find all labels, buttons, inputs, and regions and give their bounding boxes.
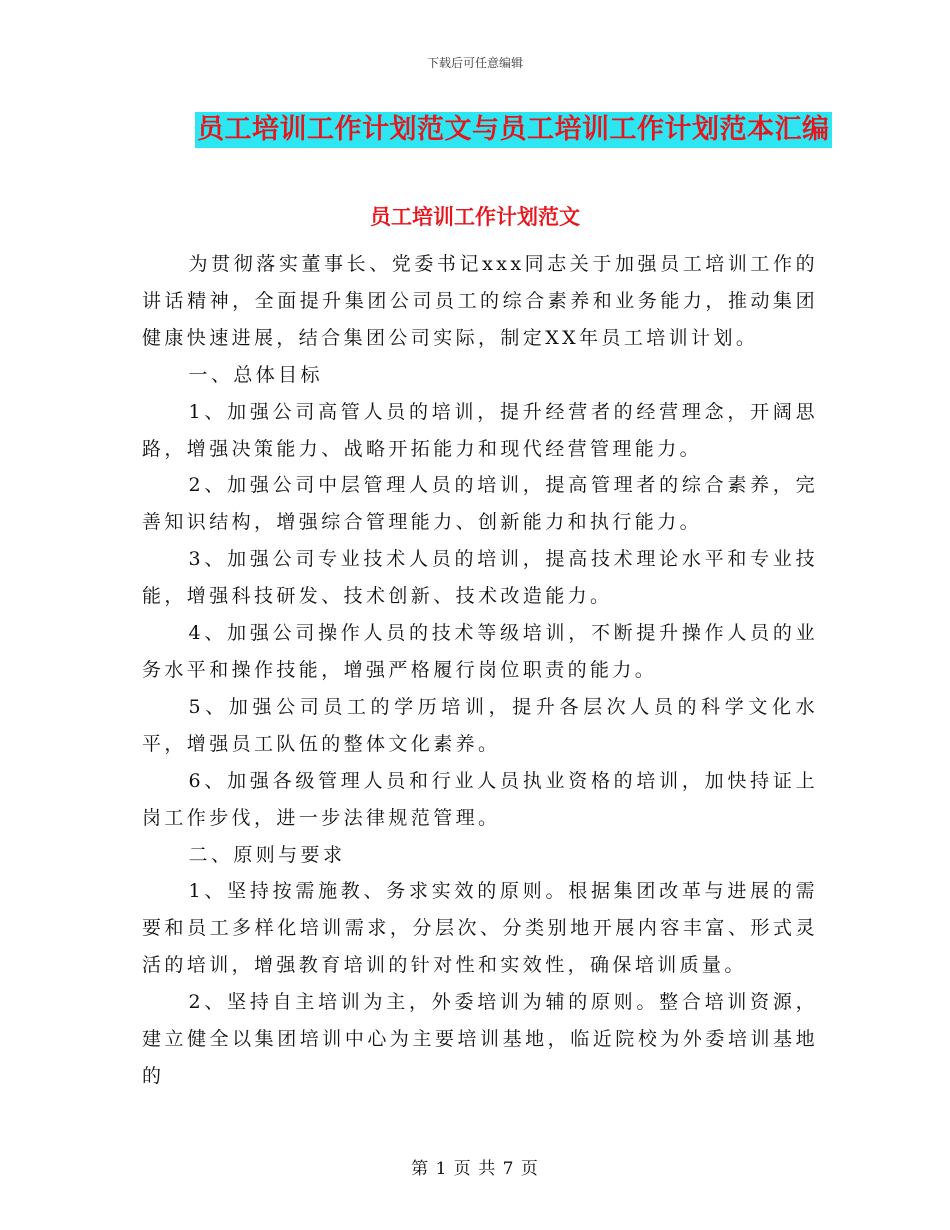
paragraph-principle-2: 2、坚持自主培训为主，外委培训为辅的原则。整合培训资源，建立健全以集团培训中心为主要培训基地，临近院校为外委培训基地的	[142, 991, 818, 1087]
paragraph-goal-1: 1、加强公司高管人员的培训，提升经营者的经营理念，开阔思路，增强决策能力、战略开拓能力和现代经营管理能力。	[142, 400, 818, 460]
document-title: 员工培训工作计划范文与员工培训工作计划范本汇编	[195, 112, 832, 148]
paragraph-goal-2: 2、加强公司中层管理人员的培训，提高管理者的综合素养，完善知识结构，增强综合管理能力、创新能力和执行能力。	[142, 474, 818, 534]
paragraph-goal-6: 6、加强各级管理人员和行业人员执业资格的培训，加快持证上岗工作步伐，进一步法律规范管理。	[142, 769, 818, 829]
header-note: 下载后可任意编辑	[426, 56, 523, 70]
heading-principles: 二、原则与要求	[188, 843, 346, 866]
document-body	[142, 246, 818, 1095]
paragraph-intro: 为贯彻落实董事长、党委书记xxx同志关于加强员工培训工作的讲话精神，全面提升集团公司员工的综合素养和业务能力，推动集团健康快速进展，结合集团公司实际，制定XX年员工培训计划。	[142, 253, 818, 349]
paragraph-goal-3: 3、加强公司专业技术人员的培训，提高技术理论水平和专业技能，增强科技研发、技术创新、技术改造能力。	[142, 548, 818, 608]
paragraph-goal-4: 4、加强公司操作人员的技术等级培训，不断提升操作人员的业务水平和操作技能，增强严格履行岗位职责的能力。	[142, 622, 818, 681]
heading-overall-goals: 一、总体目标	[188, 363, 323, 386]
section-title: 员工培训工作计划范文	[370, 204, 580, 229]
paragraph-goal-5: 5、加强公司员工的学历培训，提升各层次人员的科学文化水平，增强员工队伍的整体文化素养。	[142, 695, 818, 755]
page-number: 第 1 页 共 7 页	[411, 1159, 539, 1179]
paragraph-principle-1: 1、坚持按需施教、务求实效的原则。根据集团改革与进展的需要和员工多样化培训需求，分层次、分类别地开展内容丰富、形式灵活的培训，增强教育培训的针对性和实效性，确保培训质量。	[142, 880, 818, 977]
